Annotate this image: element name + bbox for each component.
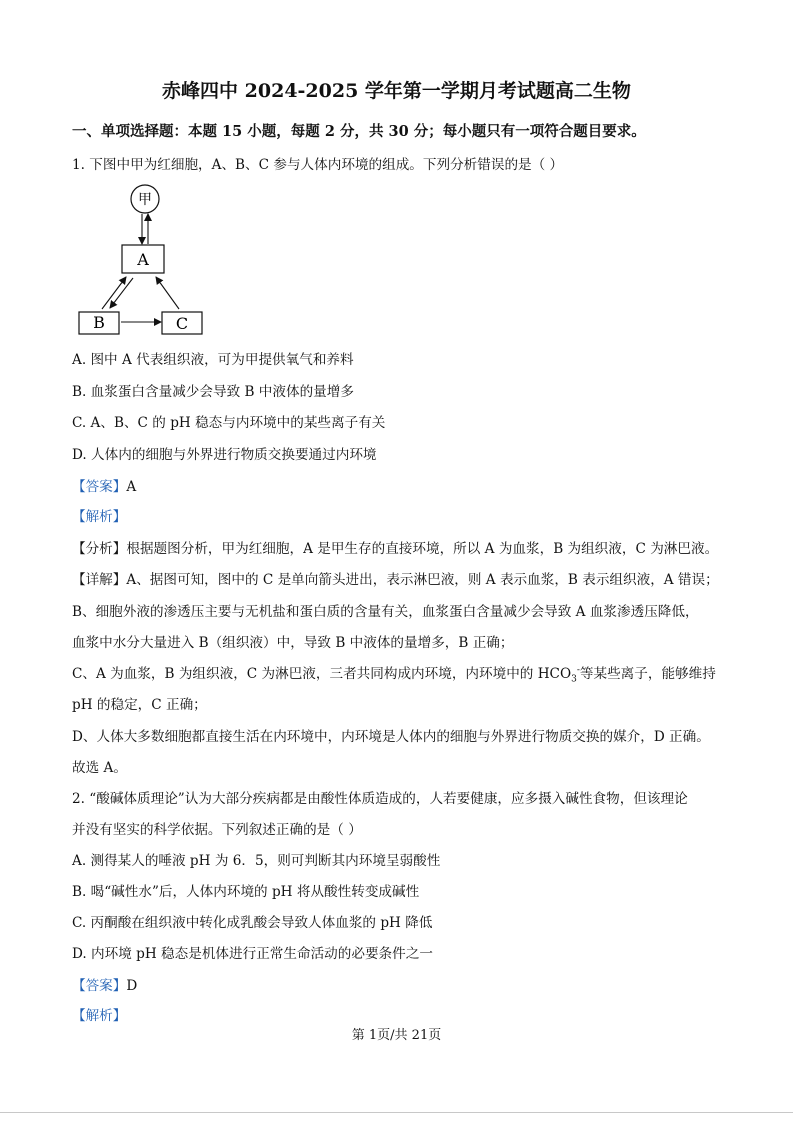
arrow-c-to-a [156, 277, 179, 309]
q1-analysis-tag: 【解析】 [72, 509, 127, 525]
xiangjie-text-1: A、据图可知，图中的 C 是单向箭头进出，表示淋巴液，则 A 表示血浆，B 表示组织液，A 错误； [126, 572, 719, 588]
q1-option-b: B. 血浆蛋白含量减少会导致 B 中液体的量增多 [72, 384, 354, 400]
arrow-b-to-a [102, 277, 126, 309]
page-number: 第 1页/共 21页 [351, 1028, 442, 1043]
q1-xiangjie-5: pH 的稳定，C 正确； [72, 697, 207, 713]
xiangjie-4-text-a: C、A 为血浆，B 为组织液，C 为淋巴液，三者共同构成内环境，内环境中的 HCO [72, 666, 572, 682]
xiangjie-4-text-b: 等某些离子，能够维持 [579, 666, 716, 682]
fenxi-tag: 【分析】 [72, 541, 127, 557]
page-title: 赤峰四中 2024-2025 学年第一学期月考试题高二生物 [162, 80, 631, 102]
answer-value: D [126, 978, 138, 994]
q2-option-a: A. 测得某人的唾液 pH 为 6．5，则可判断其内环境呈弱酸性 [72, 853, 441, 869]
q1-option-a: A. 图中 A 代表组织液，可为甲提供氧气和养料 [72, 352, 354, 368]
answer-tag: 【答案】 [72, 479, 127, 495]
q2-option-b: B. 喝“碱性水”后，人体内环境的 pH 将从酸性转变成碱性 [72, 884, 420, 900]
q2-analysis-tag: 【解析】 [72, 1008, 127, 1024]
q1-diagram [74, 180, 214, 338]
q1-xiangjie-2: B、细胞外液的渗透压主要与无机盐和蛋白质的含量有关，血浆蛋白含量减少会导致 A 血浆渗透压降低， [72, 604, 699, 620]
page-bottom-divider [0, 1112, 793, 1113]
q2-option-d: D. 内环境 pH 稳态是机体进行正常生命活动的必要条件之一 [72, 946, 433, 962]
xiangjie-tag: 【详解】 [72, 572, 127, 588]
answer-value: A [126, 479, 137, 495]
hco3-subscript: 3 [571, 674, 577, 685]
node-b-label: B [93, 313, 105, 332]
q1-stem: 1. 下图中甲为红细胞，A、B、C 参与人体内环境的组成。下列分析错误的是（ ） [72, 157, 564, 173]
q2-answer [72, 974, 137, 994]
q1-fenxi [72, 537, 718, 557]
hco3-superscript: - [576, 665, 580, 676]
answer-tag: 【答案】 [72, 978, 127, 994]
node-c-label: C [175, 314, 189, 333]
section-heading: 一、单项选择题：本题 15 小题，每题 2 分，共 30 分；每小题只有一项符合题目要求。 [72, 123, 646, 140]
fenxi-text: 根据题图分析，甲为红细胞，A 是甲生存的直接环境，所以 A 为血浆，B 为组织液，C 为淋巴液。 [126, 541, 719, 557]
q2-stem-1: 2. “酸碱体质理论”认为大部分疾病都是由酸性体质造成的，人若要健康，应多摄入碱性食物，但该理论 [72, 791, 688, 807]
q1-xiangjie-4 [72, 662, 716, 685]
q1-answer [72, 475, 136, 495]
node-a-label: A [137, 250, 149, 269]
q1-option-d: D. 人体内的细胞与外界进行物质交换要通过内环境 [72, 447, 377, 463]
q1-option-c: C. A、B、C 的 pH 稳态与内环境中的某些离子有关 [72, 415, 386, 431]
q2-stem-2: 并没有坚实的科学依据。下列叙述正确的是（ ） [72, 822, 362, 838]
q2-option-c: C. 丙酮酸在组织液中转化成乳酸会导致人体血浆的 pH 降低 [72, 915, 433, 931]
q1-xiangjie-1 [72, 568, 719, 588]
node-jia-label: 甲 [138, 192, 152, 208]
q1-conclusion: 故选 A。 [72, 760, 127, 776]
q1-xiangjie-3: 血浆中水分大量进入 B（组织液）中，导致 B 中液体的量增多，B 正确； [72, 635, 514, 651]
q1-xiangjie-6: D、人体大多数细胞都直接生活在内环境中，内环境是人体内的细胞与外界进行物质交换的媒介，D 正确。 [72, 729, 710, 745]
